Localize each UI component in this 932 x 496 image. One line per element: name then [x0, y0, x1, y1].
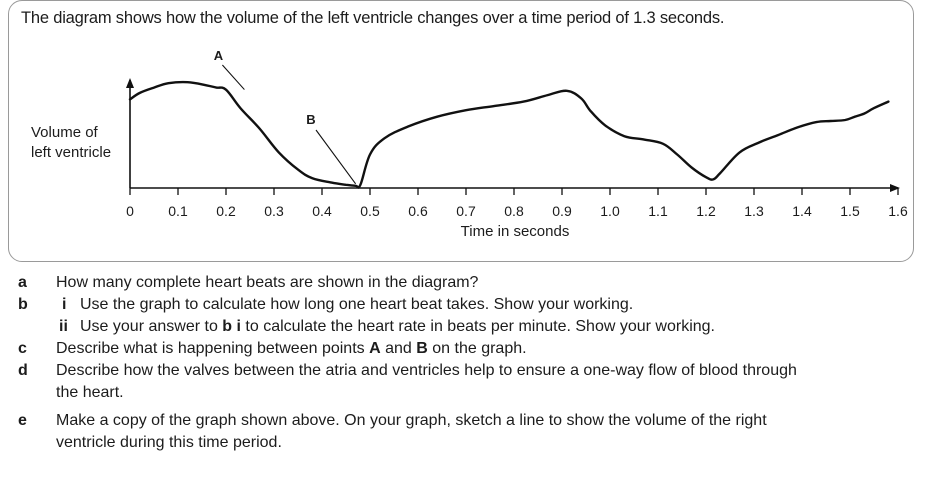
- volume-line: [130, 82, 888, 188]
- question-b-ii: [18, 316, 908, 338]
- ylabel-line-2: left ventricle: [31, 144, 112, 161]
- x-tick-label: 1.1: [648, 203, 668, 219]
- question-letter: d: [18, 362, 28, 379]
- x-tick-label: 0.5: [360, 203, 380, 219]
- x-tick-label: 1.6: [888, 203, 908, 219]
- question-text: Make a copy of the graph shown above. On your graph, sketch a line to show the volume of the right ventricle during this time period.: [56, 412, 767, 451]
- question-sub: i: [62, 296, 67, 313]
- annotation-pointer-b: [316, 130, 356, 184]
- x-tick-label: 0: [126, 203, 134, 219]
- question-letter: e: [18, 412, 27, 429]
- question-sub: ii: [59, 318, 68, 335]
- question-e: [18, 410, 908, 454]
- annotation-label-a: A: [213, 48, 224, 63]
- x-tick-label: 1.0: [600, 203, 620, 219]
- question-letter: a: [18, 274, 27, 291]
- questions-list: [18, 272, 908, 454]
- x-tick-label: 0.3: [264, 203, 284, 219]
- x-tick-label: 0.4: [312, 203, 332, 219]
- x-tick-label: 1.5: [840, 203, 860, 219]
- question-letter: b: [18, 296, 28, 313]
- x-tick-label: 0.2: [216, 203, 236, 219]
- annotation-label-b: B: [306, 112, 316, 127]
- question-letter: c: [18, 340, 27, 357]
- question-text: Describe what is happening between points A and B on the graph.: [56, 340, 527, 357]
- x-tick-label: 0.8: [504, 203, 524, 219]
- question-text: Use your answer to b i to calculate the heart rate in beats per minute. Show your working.: [80, 318, 715, 335]
- question-text: Describe how the valves between the atria and ventricles help to ensure a one-way flow of blood through the heart.: [56, 362, 797, 401]
- intro-text: The diagram shows how the volume of the left ventricle changes over a time period of 1.3 seconds.: [21, 9, 725, 27]
- annotation-pointer-a: [222, 65, 244, 90]
- x-tick-label: 0.6: [408, 203, 428, 219]
- x-tick-label: 0.7: [456, 203, 476, 219]
- x-tick-label: 0.9: [552, 203, 572, 219]
- xlabel: Time in seconds: [460, 223, 570, 240]
- question-c: [18, 338, 908, 360]
- x-tick-label: 1.3: [744, 203, 764, 219]
- question-text: How many complete heart beats are shown in the diagram?: [56, 274, 479, 291]
- question-d: [18, 360, 908, 404]
- x-tick-label: 1.2: [696, 203, 716, 219]
- question-text: Use the graph to calculate how long one heart beat takes. Show your working.: [80, 296, 634, 313]
- y-axis-arrow: [126, 78, 134, 88]
- question-a: [18, 272, 908, 294]
- x-tick-label: 1.4: [792, 203, 812, 219]
- ylabel-line-1: Volume of: [31, 124, 98, 141]
- x-tick-label: 0.1: [168, 203, 188, 219]
- question-b-i: [18, 294, 908, 316]
